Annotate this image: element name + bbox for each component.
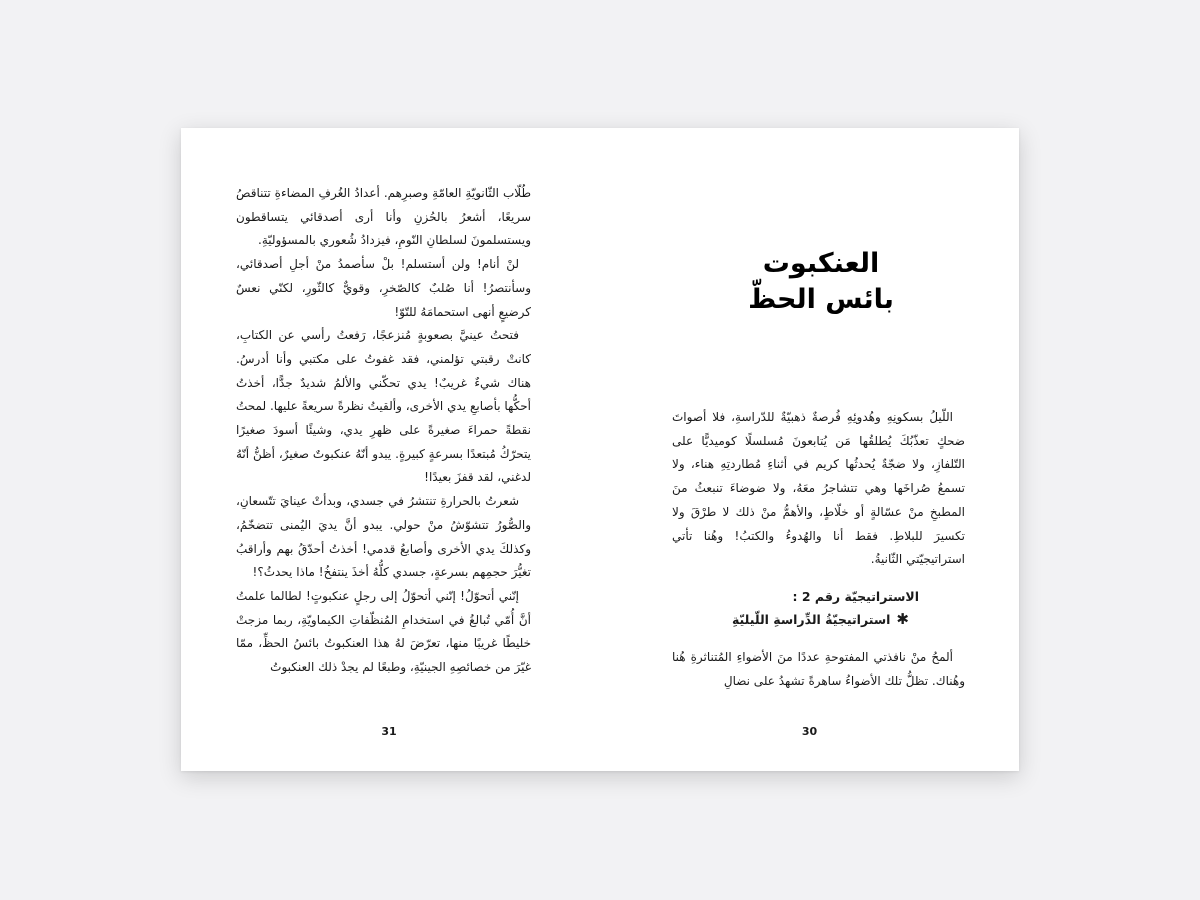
right-paragraph-1: اللّيلُ بسكونِهِ وهُدوئِهِ فُرصةٌ ذهبيّةٌ للدّراسةِ، فلا أصواتَ ضحكٍ تعذّبُكَ يُطلقُها مَن يُتابعونَ مُسلسلًا كوميديًّا على التّلفازِ، ولا ضجّةٌ يُحدثُها كريم في أثناءِ مُطاردتِهِ هناء، ولا تسمعُ صُراخَها وهي تتشاجرُ معَهُ، ولا ضوضاءَ تنبعثُ منَ المطبخِ منْ عسّالةٍ أو خلّاطٍ، والأهمُّ منْ ذلك لا طرْقَ ولا تكسيرَ للبلاطِ. فقط أنا والهُدوءُ والكتبُ! وهُنا تأتي استراتيجيّتي الثّانيةُ. (672, 410, 965, 567)
chapter-title-line-1: العنكبوت (762, 248, 880, 279)
chapter-title (741, 246, 901, 318)
right-page-intro (672, 406, 965, 572)
book-spread (181, 128, 1019, 771)
strategy-heading (701, 586, 919, 631)
left-paragraph-4: شعرتُ بالحرارةِ تنتشرُ في جسدي، وبدأتْ عينايَ تتّسعانِ، والصُّورُ تتشوّشُ منْ حولي. يبدو أنَّ يديَ اليُمنى تتضخّمُ، وكذلكَ يدي الأخرى وأصابعُ قدمي! أخذتُ أحدّقُ بهم وأراقبُ تغيُّرَ حجمِهم بسرعةٍ، جسدي كلُّهُ أخذَ ينتفخُ! ماذا يحدثُ؟! (236, 494, 531, 580)
left-paragraph-5: إنّني أتحوّلُ! إنّني أتحوّلُ إلى رجلٍ عنكبوتٍ! لطالما علمتُ أنَّ أُمّي تُبالغُ في استخدامِ المُنظّفاتِ الكيماويّةِ، ربما مزجتْ خليطًا غريبًا منها، تعرّضَ لهُ هذا العنكبوتُ بائسُ الحظِّ، ممّا غيّرَ من خصائصِهِ الجينيّةِ، وطبعًا لم يجدْ ذلك العنكبوتُ (236, 588, 531, 675)
strategy-name: استراتيجيّةُ الدِّراسةِ اللّيليّةِ (731, 612, 891, 627)
left-page-body (236, 182, 531, 680)
right-page-second (672, 646, 965, 693)
left-paragraph-1: طُلّاب الثّانويّةِ العامّةِ وصبرِهم. أعدادُ الغُرفِ المضاءةِ تتناقصُ سريعًا، أشعرُ بالحُزنِ وأنا أرى أصدقائي يتساقطون ويستسلمونَ لسلطانِ النّومِ، فيزدادُ شُعوري بالمسؤوليّةِ. (236, 186, 531, 248)
strategy-name-row (701, 608, 909, 631)
page-number-right: 30 (801, 725, 818, 738)
asterisk-icon: ✱ (896, 610, 909, 628)
chapter-title-line-2: بائس الحظّ (748, 284, 894, 315)
left-paragraph-2: لنْ أنام! ولن أستسلم! بلْ سأصمدُ منْ أجلِ أصدقائي، وسأنتصرُ! أنا صُلبٌ كالصّخرِ، وقويٌّ كالثّورِ، لكنّي نعسٌ كرضيعٍ أنهى استحمامَهُ للتّوّ! (236, 257, 531, 319)
left-paragraph-3: فتحتُ عينيَّ بصعوبةٍ مُنزعجًا، رَفعتُ رأسي عن الكتابِ، كانتْ رقبتي تؤلمني، فقد غفوتُ على مكتبي وأنا أدرسُ. هناك شيءٌ غريبٌ! يدي تحكّني والألمُ شديدٌ جدًّا، أخذتُ أحكُّها بأصابعِ يدي الأخرى، وألقيتُ نظرةً سريعةً عليها. لمحتُ نقطةً حمراءَ صغيرةً على ظهرِ يدي، وشيئًا أسودَ صغيرًا يتحرّكُ مُبتعدًا بسرعةٍ كبيرةٍ. يبدو أنّهُ عنكبوتٌ صغيرٌ، أظنُّ أنّهُ لدغني، لقد قفزَ بعيدًا! (236, 328, 531, 485)
strategy-label: الاستراتيجيّة رقم 2 : (792, 589, 919, 604)
left-page (181, 128, 600, 771)
right-paragraph-2: ألمحُ منْ نافذتي المفتوحةِ عددًا منَ الأضواءِ المُتناثرةِ هُنا وهُناك. تظلُّ تلك الأضواءُ ساهرةً تشهدُ على نضالِ (672, 650, 965, 688)
page-number-left: 31 (381, 725, 397, 738)
